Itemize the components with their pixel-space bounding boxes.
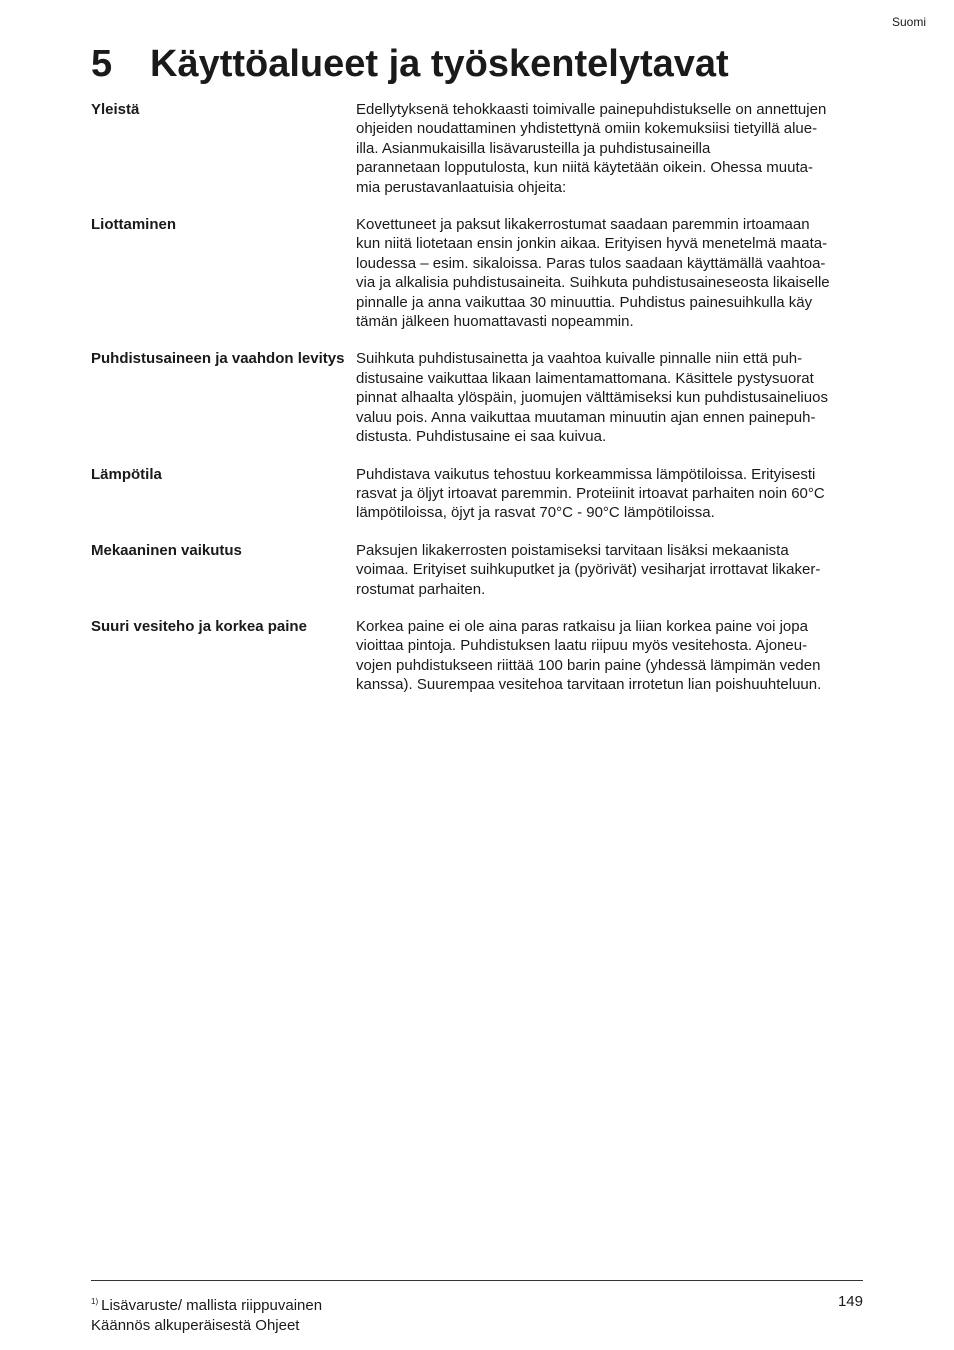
section-body <box>356 100 863 197</box>
section-row <box>91 100 863 197</box>
section-title: Liottaminen <box>91 216 176 234</box>
body-line: Puhdistava vaikutus tehostuu korkeammissa lämpötiloissa. Erityisesti <box>356 465 816 483</box>
body-line: pinnat alhaalta ylöspäin, juomujen välttämiseksi kun puhdistusaineliuos <box>356 389 828 407</box>
section-title: Lämpötila <box>91 465 162 483</box>
section-title: Puhdistusaineen ja vaahdon levitys <box>91 350 345 368</box>
body-line: tämän jälkeen huomattavasti nopeammin. <box>356 313 634 331</box>
translation-note: Käännös alkuperäisestä Ohjeet <box>91 1317 300 1334</box>
footer-notes <box>91 1292 322 1336</box>
footnote-text: Lisävaruste/ mallista riippuvainen <box>101 1297 323 1314</box>
footer-divider <box>91 1280 863 1281</box>
body-line: parannetaan lopputulosta, kun niitä käytetään oikein. Ohessa muuta- <box>356 159 813 177</box>
sections-container <box>91 100 863 713</box>
body-line: via ja alkalisia puhdistusaineita. Suihkuta puhdistusaineseosta likaiselle <box>356 274 830 292</box>
chapter-number: 5 <box>91 43 113 85</box>
language-label: Suomi <box>891 15 926 29</box>
body-line: ohjeiden noudattaminen yhdistettynä omiin kokemuksiisi tietyillä alue- <box>356 120 818 138</box>
body-line: distusaine vaikuttaa likaan laimentamattomana. Käsittele pystysuorat <box>356 369 814 387</box>
section-title: Yleistä <box>91 101 140 118</box>
section-body <box>356 465 863 523</box>
body-line: kanssa). Suurempaa vesitehoa tarvitaan irrotetun lian poishuuhteluun. <box>356 676 822 694</box>
section-title: Suuri vesiteho ja korkea paine <box>91 617 307 635</box>
body-line: pinnalle ja anna vaikuttaa 30 minuuttia. Puhdistus painesuihkulla käy <box>356 293 813 311</box>
section-body <box>356 215 863 331</box>
section-row <box>91 215 863 331</box>
body-line: rostumat parhaiten. <box>356 580 486 598</box>
section-body <box>356 349 863 446</box>
body-line: vojen puhdistukseen riittää 100 barin paine (yhdessä lämpimän veden <box>356 656 821 674</box>
body-line: loudessa – esim. sikaloissa. Paras tulos saadaan käyttämällä vaahtoa- <box>356 254 826 272</box>
body-line: voimaa. Erityiset suihkuputket ja (pyörivät) vesiharjat irrottavat likaker- <box>356 561 821 579</box>
footnote <box>91 1292 322 1316</box>
body-line: valuu pois. Anna vaikuttaa muutaman minuutin ajan ennen painepuh- <box>356 408 816 426</box>
section-body <box>356 541 863 599</box>
body-line: vioittaa pintoja. Puhdistuksen laatu riipuu myös vesitehosta. Ajoneu- <box>356 637 808 655</box>
body-line: Korkea paine ei ole aina paras ratkaisu ja liian korkea paine voi jopa <box>356 617 808 635</box>
body-line: distusta. Puhdistusaine ei saa kuivua. <box>356 428 607 446</box>
section-row <box>91 465 863 523</box>
chapter-heading <box>91 40 729 88</box>
section-row <box>91 617 863 695</box>
body-line: kun niitä liotetaan ensin jonkin aikaa. Erityisen hyvä menetelmä maata- <box>356 235 828 253</box>
footnote-marker: 1) <box>91 1297 99 1306</box>
body-line: Kovettuneet ja paksut likakerrostumat saadaan paremmin irtoamaan <box>356 216 810 234</box>
page-number: 149 <box>837 1293 863 1310</box>
body-line: lämpötiloissa, öjyt ja rasvat 70°C - 90°C lämpötiloissa. <box>356 504 715 522</box>
section-row <box>91 349 863 446</box>
section-title: Mekaaninen vaikutus <box>91 541 242 559</box>
chapter-title: Käyttöalueet ja työskentelytavat <box>150 43 729 85</box>
body-line: Paksujen likakerrosten poistamiseksi tarvitaan lisäksi mekaanista <box>356 541 789 559</box>
section-row <box>91 541 863 599</box>
body-line: Suihkuta puhdistusainetta ja vaahtoa kuivalle pinnalle niin että puh- <box>356 350 803 368</box>
body-line: Edellytyksenä tehokkaasti toimivalle painepuhdistukselle on annettujen <box>356 101 827 118</box>
body-line: rasvat ja öljyt irtoavat paremmin. Proteiinit irtoavat parhaiten noin 60°C <box>356 484 825 502</box>
body-line: illa. Asianmukaisilla lisävarusteilla ja puhdistusaineilla <box>356 139 711 157</box>
body-line: mia perustavanlaatuisia ohjeita: <box>356 178 567 196</box>
section-body <box>356 617 863 695</box>
